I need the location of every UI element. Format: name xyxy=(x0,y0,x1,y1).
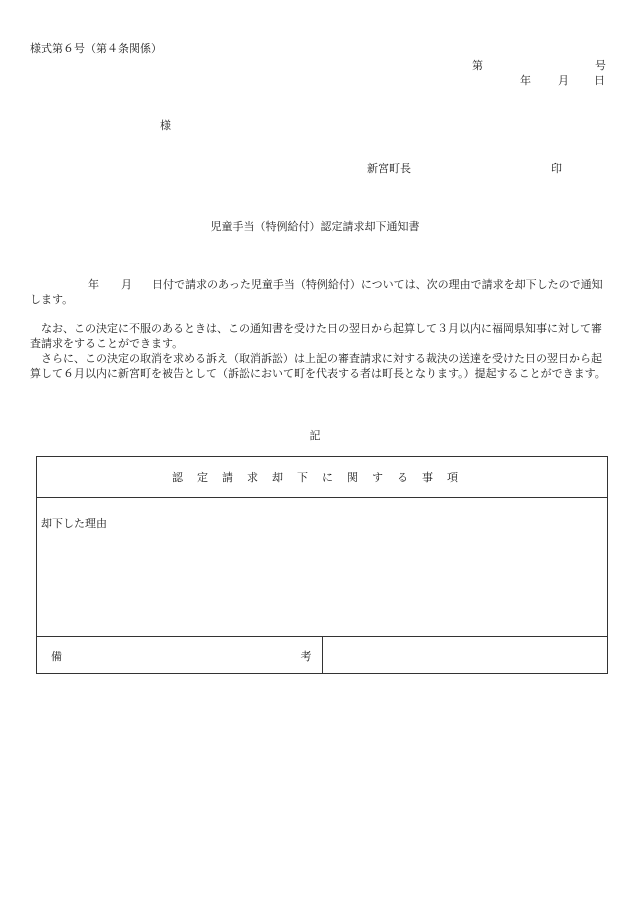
date-year: 年 xyxy=(520,74,531,87)
p1-year: 年 xyxy=(88,278,99,291)
sender-name: 新宮町長 xyxy=(367,162,411,175)
remarks-label-cell xyxy=(37,637,323,674)
remarks-value-cell xyxy=(322,637,608,674)
remarks-label-1: 備 xyxy=(51,650,62,663)
seal-mark: 印 xyxy=(551,162,562,175)
date-month: 月 xyxy=(558,74,569,87)
reason-label: 却下した理由 xyxy=(41,517,107,530)
number-prefix: 第 xyxy=(472,59,483,72)
rejection-matters-table xyxy=(36,456,608,674)
remarks-label-2: 考 xyxy=(300,650,312,663)
number-suffix: 号 xyxy=(595,59,606,72)
reason-cell xyxy=(37,498,608,637)
addressee-honorific: 様 xyxy=(160,119,171,132)
p1-month: 月 xyxy=(121,278,132,291)
paragraph-3: さらに、この決定の取消を求める訴え（取消訴訟）は上記の審査請求に対する裁決の送達を受けた日の翌日から起算して６月以内に新宮町を被告として（訴訟において町を代表する者は町長となります。）提起することができます。 xyxy=(30,352,606,380)
p1-text: 日付で請求のあった児童手当（特例給付）については、次の理由で請求を却下したので通知します。 xyxy=(30,278,603,306)
form-id: 様式第６号（第４条関係） xyxy=(30,42,162,55)
table-header: 認定請求却下に関する事項 xyxy=(37,457,608,498)
paragraph-1 xyxy=(30,277,608,307)
notice-body xyxy=(30,277,608,381)
ki-heading: 記 xyxy=(309,429,321,442)
sender xyxy=(367,160,562,176)
paragraph-2: なお、この決定に不服のあるときは、この通知書を受けた日の翌日から起算して３月以内に福岡県知事に対して審査請求をすることができます。 xyxy=(30,322,602,350)
document-title: 児童手当（特例給付）認定請求却下通知書 xyxy=(210,220,420,233)
date-day: 日 xyxy=(594,74,605,87)
